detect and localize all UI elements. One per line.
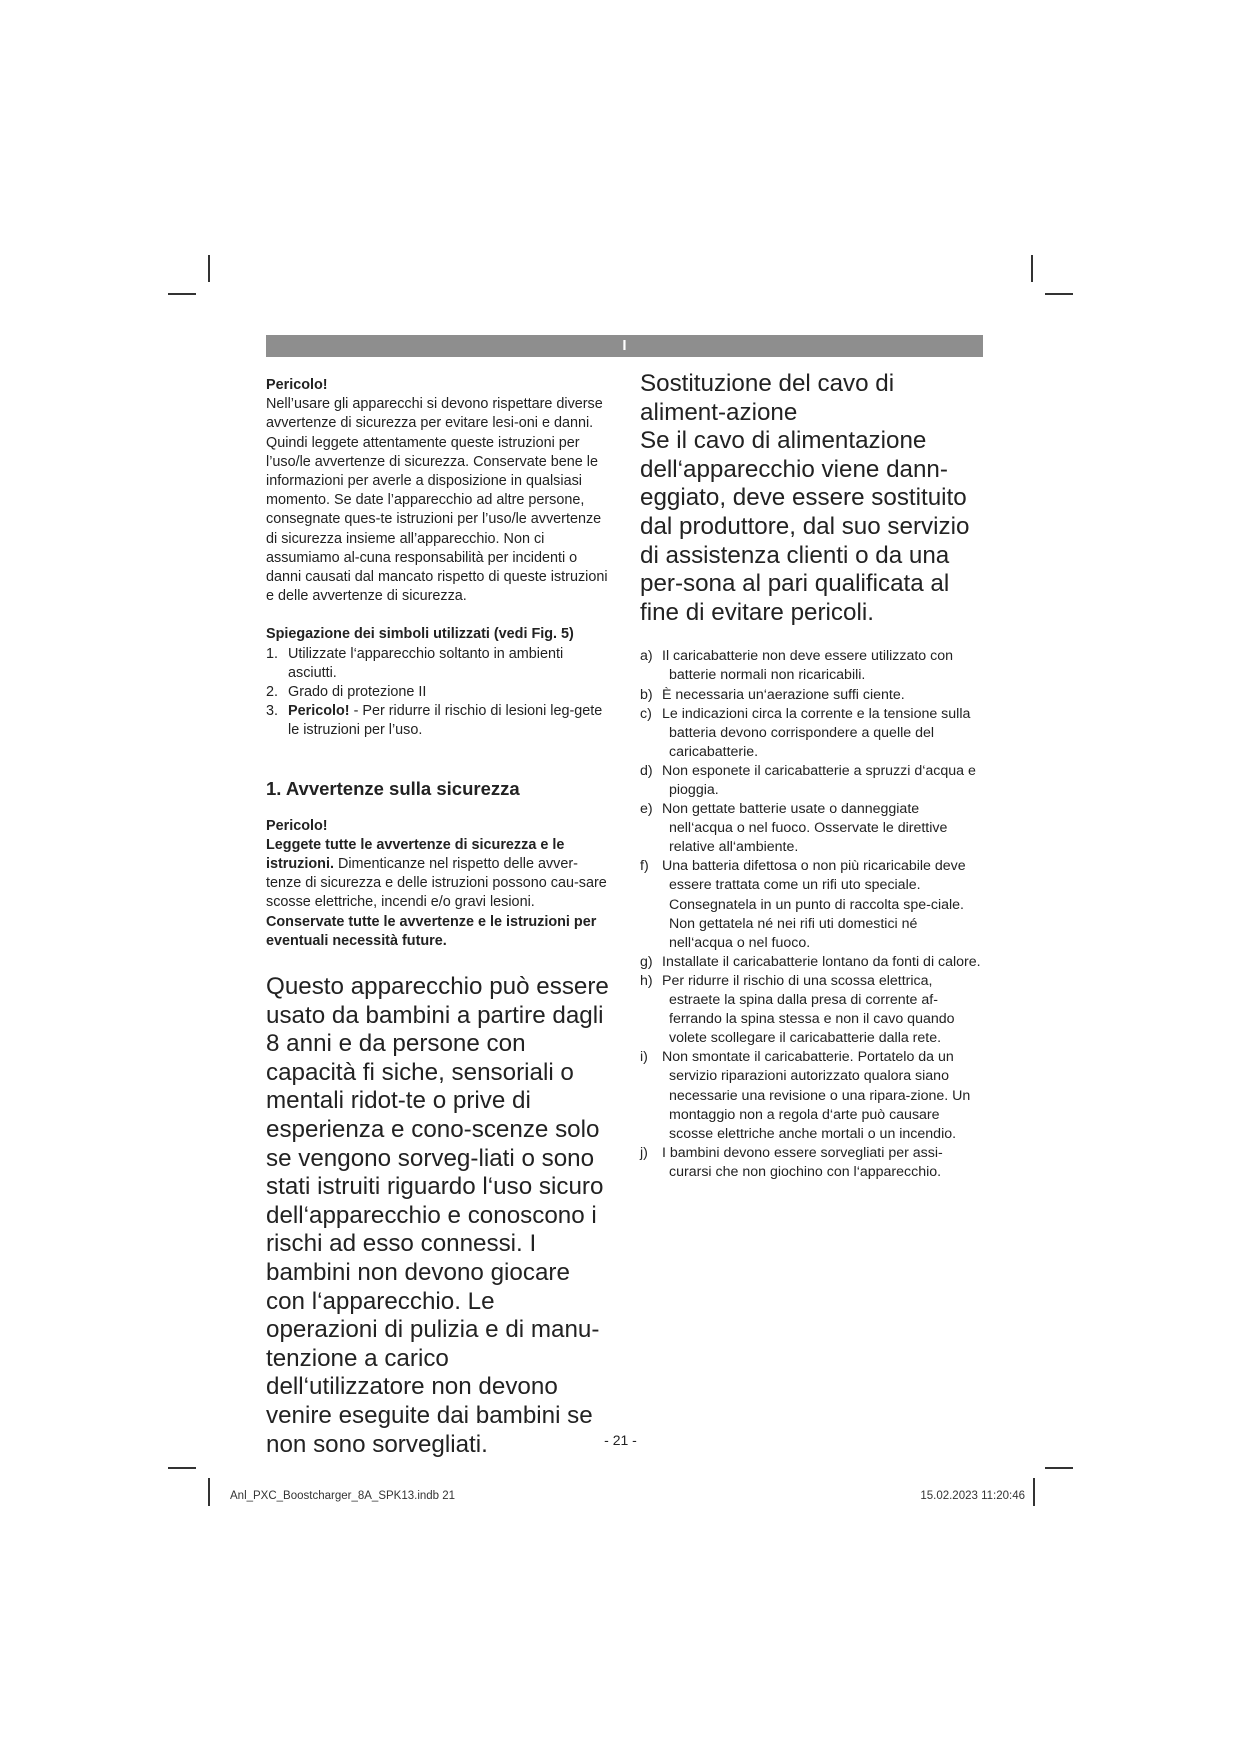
list-item: f) Una batteria difettosa o non più ricaricabile deve essere trattata come un rifi uto speciale. Consegnatela in un punto di raccolta spe-ciale. Non gettatela né nei rifi uti domestici né nell‘acqua o nel fuoco. [640,858,966,951]
symbols-title: Spiegazione dei simboli utilizzati (vedi Fig. 5) [266,626,574,643]
crop-mark [1045,293,1073,295]
cable-notice: Sostituzione del cavo di aliment-azione Se il cavo di alimentazione dell‘apparecchio viene dann-eggiato, deve essere sostituito dal produttore, dal suo servizio di assistenza clienti o da una per-sona al pari qualificata al fine di evitare pericoli. [640,370,970,626]
footer-filename: Anl_PXC_Boostcharger_8A_SPK13.indb 21 [230,1490,456,1502]
right-column [640,370,985,1182]
footer-timestamp: 15.02.2023 11:20:46 [920,1490,1025,1502]
left-column [266,376,611,1459]
list-item: 3. Pericolo! - Per ridurre il rischio di lesioni leg-gete le istruzioni per l’uso. [266,703,603,739]
crop-mark [1045,1467,1073,1469]
crop-mark [1031,255,1033,282]
warning-title: Pericolo! [266,817,328,834]
page-number: - 21 - [604,1432,637,1448]
list-item: h) Per ridurre il rischio di una scossa elettrica, estraete la spina dalla presa di corrente af-ferrando la spina stessa e non il cavo quando volete scollegare il caricabatterie dalla rete. [640,972,955,1047]
safety-list [640,647,985,1182]
crop-mark [1033,1478,1035,1506]
list-item: c) Le indicazioni circa la corrente e la tensione sulla batteria devono corrispondere a quelle del caricabatterie. [640,705,971,760]
list-item: i) Non smontate il caricabatterie. Portatelo da un servizio riparazioni autorizzato qualora siano necessarie una revisione o una ripara-zione. Un montaggio non a regola d‘arte può causare scosse elettriche anche mortali o un incendio. [640,1049,971,1142]
list-item: b) È necessaria un‘aerazione suffi ciente. [640,686,905,703]
warning-title: Pericolo! [266,377,328,393]
crop-mark [168,293,196,295]
list-item: d) Non esponete il caricabatterie a spruzzi d‘acqua e pioggia. [640,762,976,798]
language-header-bar [266,335,983,357]
warning-body: Nell’usare gli apparecchi si devono rispettare diverse avvertenze di sicurezza per evitare lesi-oni e danni. Quindi leggete attentamente queste istruzioni per l’uso/le avvertenze di sicurezza. Conservate bene le informazioni per averle a disposizione in qualsiasi momento. Se date l’apparecchio ad altre persone, consegnate ques-te istruzioni per l’uso/le avvertenze di sicurezza insieme all’apparecchio. Non ci assumiamo al-cuna responsabilità per incidenti o danni causati dal mancato rispetto di queste istruzioni e delle avvertenze di sicurezza. [266,396,608,605]
list-item: 1. Utilizzate l‘apparecchio soltanto in ambienti asciutti. [266,645,564,681]
keep-instructions-note: Conservate tutte le avvertenze e le istruzioni per eventuali necessità future. [266,913,597,949]
language-code: I [622,337,627,354]
list-item: j) I bambini devono essere sorvegliati per assi-curarsi che non giochino con l‘apparecchio. [640,1144,943,1180]
symbols-list [266,645,611,741]
list-item: 2. Grado di protezione II [266,684,427,701]
crop-mark [168,1467,196,1469]
children-notice: Questo apparecchio può essere usato da bambini a partire dagli 8 anni e da persone con capacità fi siche, sensoriali o mentali ridot-te o prive di esperienza e cono-scenze solo se vengono sorveg-liati o sono stati istruiti riguardo l‘uso sicuro dell‘apparecchio e conoscono i rischi ad esso connessi. I bambini non devono giocare con l‘apparecchio. Le operazioni di pulizia e di manu-tenzione a carico dell‘utilizzatore non devono venire eseguite dai bambini se non sono sorvegliati. [266,973,609,1458]
warning-body: Leggete tutte le avvertenze di sicurezza e le istruzioni. Dimenticanze nel rispetto delle avver-tenze di sicurezza e delle istruzioni possono cau-sare scosse elettriche, incendi e/o gravi lesioni. [266,836,607,911]
section-title: 1. Avvertenze sulla sicurezza [266,777,520,799]
list-item: a) Il caricabatterie non deve essere utilizzato con batterie normali non ricaricabili. [640,648,954,684]
crop-mark [208,255,210,282]
list-item: g) Installate il caricabatterie lontano da fonti di calore. [640,953,981,970]
list-item: e) Non gettate batterie usate o danneggiate nell‘acqua o nel fuoco. Osservate le direttive relative all‘ambiente. [640,801,948,856]
crop-mark [208,1478,210,1506]
